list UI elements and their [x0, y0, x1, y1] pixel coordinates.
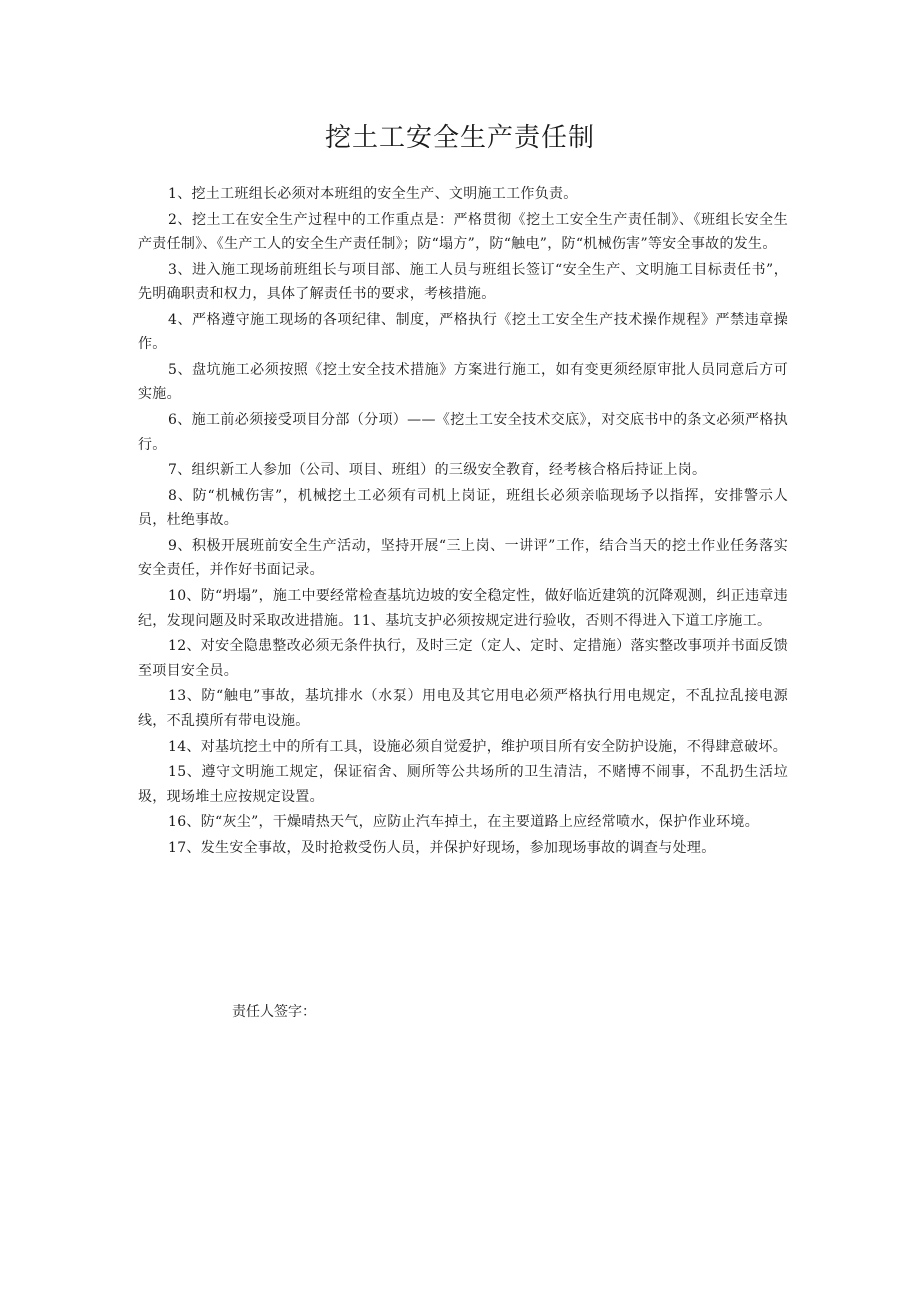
clause-item: 2、挖土工在安全生产过程中的工作重点是：严格贯彻《挖土工安全生产责任制》、《班组长安全生产责任制》、《生产工人的安全生产责任制》；防“塌方”，防“触电”，防“机械伤害”等安全事故的发生。: [138, 211, 788, 253]
clause-item: 7、组织新工人参加（公司、项目、班组）的三级安全教育，经考核合格后持证上岗。: [168, 462, 707, 479]
clause-item: 8、防“机械伤害”，机械挖土工必须有司机上岗证，班组长必须亲临现场予以指挥，安排警示人员，杜绝事故。: [138, 487, 788, 529]
clause-item: 15、遵守文明施工规定，保证宿舍、厕所等公共场所的卫生清洁，不赌博不闹事，不乱扔生活垃圾，现场堆土应按规定设置。: [138, 764, 788, 805]
clause-item: 16、防“灰尘”，干燥晴热天气，应防止汽车掉土，在主要道路上应经常喷水，保护作业环境。: [168, 814, 760, 831]
clause-item: 6、施工前必须接受项目分部（分项）——《挖土工安全技术交底》，对交底书中的条文必须严格执行。: [138, 412, 788, 453]
clause-item: 5、盘坑施工必须按照《挖土安全技术措施》方案进行施工，如有变更须经原审批人员同意后方可实施。: [138, 362, 788, 403]
signature-label: 责任人签字：: [232, 1004, 316, 1020]
document-title: 挖土工安全生产责任制: [324, 123, 595, 153]
clause-item: 9、积极开展班前安全生产活动，坚持开展“三上岗、一讲评”工作，结合当天的挖土作业任务落实安全责任，并作好书面记录。: [138, 538, 788, 579]
clause-item: 10、防“坍塌”，施工中要经常检查基坑边坡的安全稳定性，做好临近建筑的沉降观测，纠正违章违纪，发现问题及时采取改进措施。11、基坑支护必须按规定进行验收，否则不得进入下道工序施工。: [138, 588, 788, 629]
clause-item: 17、发生安全事故，及时抢救受伤人员，并保护好现场，参加现场事故的调查与处理。: [168, 840, 716, 857]
clause-item: 4、严格遵守施工现场的各项纪律、制度，严格执行《挖土工安全生产技术操作规程》严禁违章操作。: [138, 311, 788, 353]
clause-item: 12、对安全隐患整改必须无条件执行，及时三定（定人、定时、定措施）落实整改事项并书面反馈至项目安全员。: [138, 638, 788, 679]
clause-item: 1、挖土工班组长必须对本班组的安全生产、文明施工工作负责。: [168, 186, 578, 202]
clause-item: 13、防“触电”事故，基坑排水（水泵）用电及其它用电必须严格执行用电规定，不乱拉乱接电源线，不乱摸所有带电设施。: [138, 688, 788, 729]
clause-list: [138, 182, 788, 862]
clause-item: 14、对基坑挖土中的所有工具，设施必须自觉爱护，维护项目所有安全防护设施，不得肆意破坏。: [168, 738, 788, 755]
clause-item: 3、进入施工现场前班组长与项目部、施工人员与班组长签订“安全生产、文明施工目标责任书”，先明确职责和权力，具体了解责任书的要求，考核措施。: [138, 261, 788, 303]
